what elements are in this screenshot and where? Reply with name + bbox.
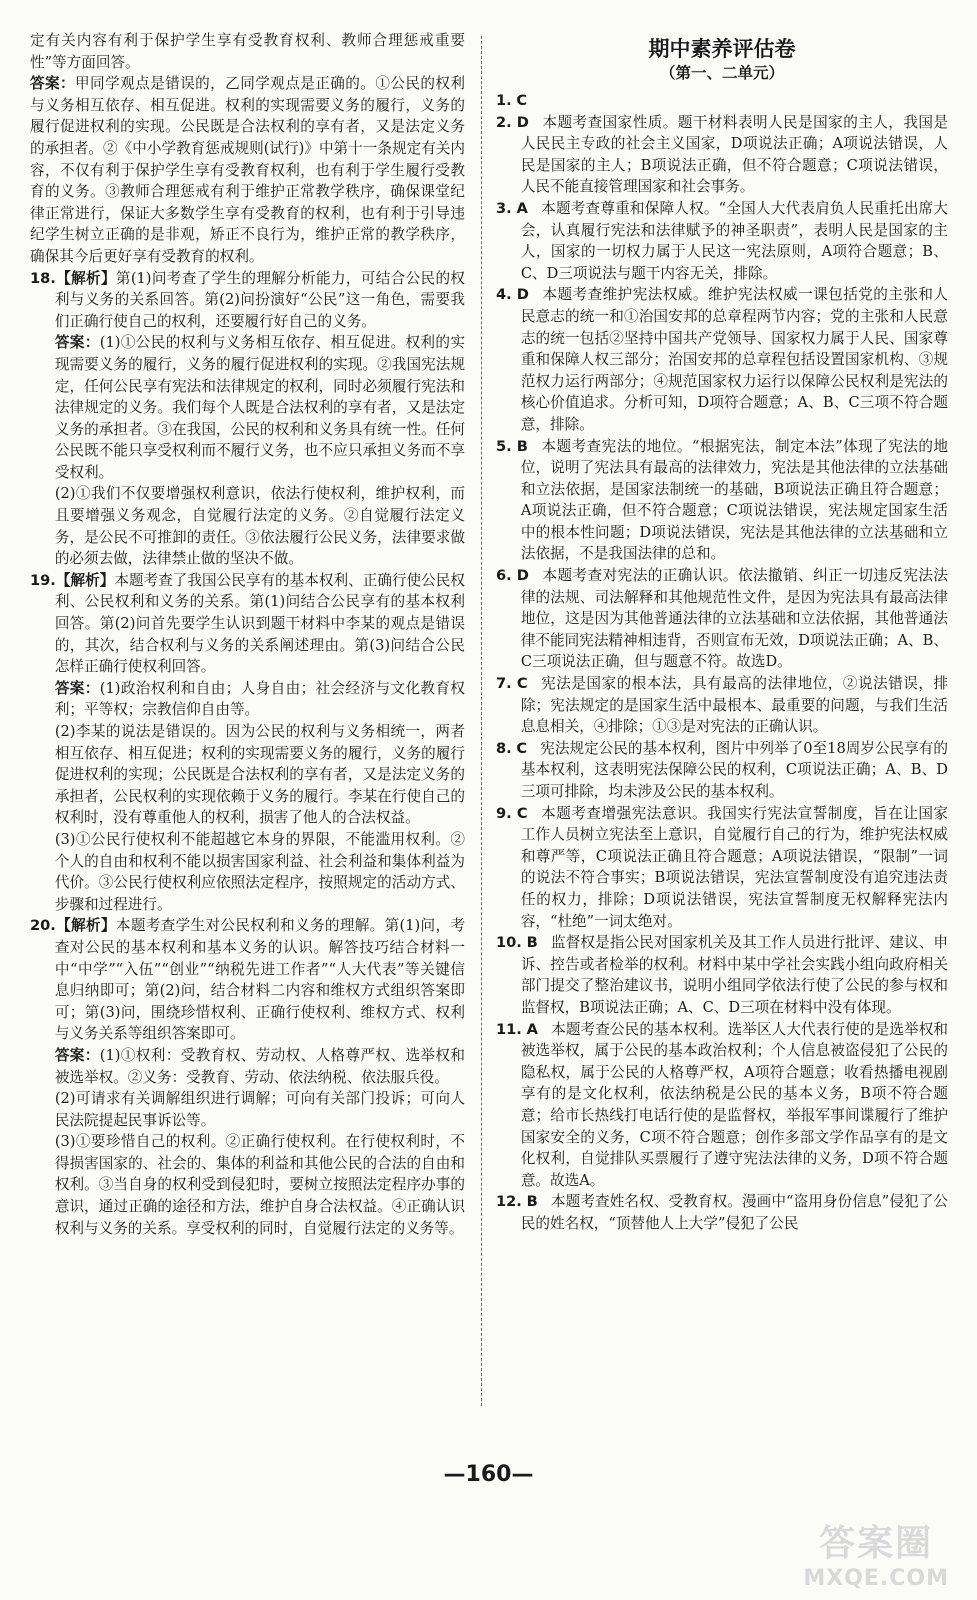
question-number: 7. (496, 675, 512, 693)
question-number: 10. (496, 934, 522, 952)
explanation-text: 本题考查姓名权、受教育权。漫画中“盗用身份信息”侵犯了公民的姓名权，“顶替他人上大学”侵犯了公民 (520, 1193, 948, 1232)
q17-answer: 答案：甲同学观点是错误的，乙同学观点是正确的。①公民的权利与义务相互依存、相互促进。权利的实现需要义务的履行，义务的履行促进权利的实现。公民既是合法权利的享有者，又是法定义务的承担者。②《中小学教育惩戒规则(试行)》中第十一条规定有关内容，不仅有利于保护学生享有受教育权利，也有利于学生履行受教育的义务。③教师合理惩戒有利于维护正常教学秩序，确保课堂纪律正常进行，保证大多数学生享有受教育的权利，也有利于引导违纪学生树立正确的是非观，矫正不良行为，维护正常的教学秩序，确保其今后更好享有受教育的权利。 (30, 75, 465, 265)
q19-answer-part3: (3)①公民行使权利不能超越它本身的界限，不能滥用权利。②个人的自由和权利不能以损害国家利益、社会利益和集体利益为代价。③公民行使权利应依照法定程序，按照规定的活动方式、步骤和过程进行。 (54, 830, 465, 913)
watermark (803, 1515, 949, 1591)
explanation-text: 宪法是国家的根本法，具有最高的法律地位，②说法错误，排除；宪法规定的是国家生活中最根本、最重要的问题，与我们生活息息相关，④排除；①③是对宪法的正确认识。 (520, 675, 948, 736)
answer-letter: C (516, 675, 528, 693)
answer-item (496, 284, 948, 435)
q20-analysis: 20.【解析】本题考查学生对公民权利和义务的理解。第(1)问，考查对公民的基本权利和基本义务的认识。解答技巧结合材料一中“中学”“入伍”“创业”“纳税先进工作者”“人大代表”等关键信息归纳即可；第(2)问，结合材料二内容和维权方式组织答案即可；第(3)问，围绕珍惜权利、正确行使权利、维权方式、权利与义务关系等组织答案即可。 (30, 917, 465, 1043)
explanation-text: 本题考查维护宪法权威。维护宪法权威一课包括党的主张和人民意志的统一和①治国安邦的总章程两节内容；党的主张和人民意志的统一包括②坚持中国共产党领导、国家权力属于人民、国家尊重和保障人权三部分；治国安邦的总章程包括设置国家机构、③规范权力运行两部分；④规范国家权力运行以保障公民权利是宪法的核心价值追求。分析可知，D项符合题意；A、B、C三项不符合题意，排除。 (520, 286, 948, 433)
answer-letter: D (516, 286, 529, 304)
question-number: 20. (30, 917, 56, 935)
exam-subtitle: （第一、二单元） (659, 64, 784, 82)
answer-item (496, 90, 948, 112)
question-number: 18. (30, 269, 56, 287)
exam-title: 期中素养评估卷 (648, 37, 796, 61)
q20-answer-part3: (3)①要珍惜自己的权利。②正确行使权利。在行使权利时，不得损害国家的、社会的、集体的利益和其他公民的合法的自由和权利。③当自身的权利受到侵犯时，要树立按照法定程序办事的意识，通过正确的途径和方法，维护自身合法权益。④正确认识权利与义务的关系。享受权利的同时，自觉履行法定的义务等。 (54, 1133, 465, 1237)
explanation-text: 监督权是指公民对国家机关及其工作人员进行批评、建议、申诉、控告或者检举的权利。材料中某中学社会实践小组向政府相关部门提交了整治建议书，说明小组同学依法行使了公民的参与权和监督权，B项说法正确；A、C、D三项在材料中没有体现。 (520, 934, 948, 1016)
answer-item (496, 1019, 948, 1192)
q19-analysis: 19.【解析】本题考查了我国公民享有的基本权利、正确行使公民权利、公民权利和义务的关系。第(1)问结合公民享有的基本权利回答。第(2)问首先要学生认识到题干材料中李某的观点是错误的，其次，结合权利与义务的关系阐述理由。第(3)问结合公民怎样正确行使权利回答。 (30, 571, 465, 676)
answer-item (496, 738, 948, 803)
question-number: 3. (496, 199, 512, 217)
explanation-text: 本题考查公民的基本权利。选举区人大代表行使的是选举权和被选举权，属于公民的基本政治权利；个人信息被盗侵犯了公民的隐私权，属于公民的人格尊严权，A项符合题意；收看热播电视剧享有的是文化权利，依法纳税是公民的基本义务，B项不符合题意；给市长热线打电话行使的是监督权，举报军事间谍履行了维护国家安全的义务，C项不符合题意；创作多部文学作品享有的是文化权利，自觉排队买票履行了遵守宪法法律的义务，D项不符合题意。故选A。 (520, 1020, 948, 1189)
answer-letter: C (516, 739, 528, 757)
answer-letter: C (516, 92, 528, 109)
right-column (496, 30, 948, 1234)
question-number: 12. (496, 1193, 522, 1211)
question-number: 1. (496, 92, 512, 109)
question-number: 9. (496, 804, 512, 822)
answer-letter: B (516, 437, 528, 455)
explanation-text: 本题考查尊重和保障人权。“全国人大代表肩负人民重托出席大会，认真履行宪法和法律赋予的神圣职责”，表明人民是国家的主人，国家的一切权力属于人民这一宪法原则，A项符合题意；B、C、D三项说法与题干内容无关，排除。 (520, 199, 948, 282)
left-column (30, 30, 465, 1239)
question-number: 4. (496, 286, 512, 304)
question-number: 8. (496, 739, 512, 757)
answer-label: 答案： (54, 679, 100, 697)
explanation-text: 本题考查增强宪法意识。我国实行宪法宣誓制度，旨在让国家工作人员树立宪法至上意识，自觉履行自己的行为，维护宪法权威和尊严等，C项说法正确且符合题意；A项说法错误，“限制”一词的说法不符合事实；B项说法错误，宪法宣誓制度没有追究违法责任的权力，排除；D项说法错误，宪法宣誓制度无权解释宪法内容，“杜绝”一词太绝对。 (520, 804, 948, 930)
answer-item (496, 673, 948, 738)
q18-answer-part2: (2)①我们不仅要增强权利意识，依法行使权利，维护权利，而且要增强义务观念，自觉履行法定的义务。②自觉履行法定义务，是公民不可推卸的责任。③依法履行公民义务，法律要求做的必须去做，法律禁止做的坚决不做。 (54, 485, 465, 568)
explanation-text: 宪法规定公民的基本权利，图片中列举了0至18周岁公民享有的基本权利，这表明宪法保障公民的权利，C项说法正确；A、B、D三项可排除，均未涉及公民的基本权利。 (520, 739, 949, 800)
answer-item (496, 436, 948, 566)
analysis-tag: 【解析】 (55, 269, 116, 287)
answer-item (496, 198, 948, 284)
explanation-text: 本题考查对宪法的正确认识。依法撤销、纠正一切违反宪法法律的法规、司法解释和其他规范性文件，是因为宪法具有最高法律地位，这是因为其他普通法律的立法基础和立法依据，其他普通法律不能同宪法精神相违背，否则宣布无效，D项说法正确；A、B、C三项说法正确，但与题意不符。故选D。 (520, 567, 948, 671)
answer-item (496, 565, 948, 673)
answer-item (496, 803, 948, 933)
answer-letter: D (516, 113, 529, 131)
q18-analysis: 18.【解析】第(1)问考查了学生的理解分析能力，可结合公民的权利与义务的关系回答。第(2)问扮演好“公民”这一角色，需要我们正确行使自己的权利，还要履行好自己的义务。 (30, 269, 465, 330)
explanation-text: 本题考查宪法的地位。“根据宪法，制定本法”体现了宪法的地位，说明了宪法具有最高的法律效力，宪法是其他法律的立法基础和立法依据，是国家法制统一的基础，B项说法正确且符合题意；A项说法正确，但不符合题意；C项说法错误，宪法规定国家生活中的根本性问题；D项说法错误，宪法是其他法律的立法基础和立法依据，不是我国法律的总和。 (520, 437, 948, 563)
answer-letter: D (516, 567, 529, 585)
analysis-tag: 【解析】 (55, 917, 116, 935)
page-number: —160— (443, 1462, 534, 1487)
answer-letter: C (516, 804, 528, 822)
answer-list (496, 90, 948, 1234)
question-number: 11. (496, 1020, 522, 1038)
q17-continuation: 定有关内容有利于保护学生享有受教育权利、教师合理惩戒重要性”等方面回答。 (30, 32, 465, 71)
answer-letter: B (526, 1193, 538, 1211)
question-number: 2. (496, 113, 512, 131)
q20-answer: 答案：(1)①权利：受教育权、劳动权、人格尊严权、选举权和被选举权。②义务：受教育、劳动、依法纳税、依法服兵役。 (54, 1046, 465, 1086)
answer-label: 答案： (54, 1046, 100, 1064)
analysis-tag: 【解析】 (55, 571, 115, 589)
question-number: 6. (496, 567, 512, 585)
answer-letter: A (526, 1020, 538, 1038)
explanation-text: 本题考查国家性质。题干材料表明人民是国家的主人，我国是人民民主专政的社会主义国家，D项说法正确；A项说法错误，人民是国家的主人；B项说法正确，但不符合题意；C项说法错误，人民不能直接管理国家和社会事务。 (520, 113, 948, 196)
question-number: 19. (30, 571, 56, 589)
q18-answer: 答案：(1)①公民的权利与义务相互依存、相互促进。权利的实现需要义务的履行，义务的履行促进权利的实现。②我国宪法规定，任何公民享有宪法和法律规定的权利，同时必须履行宪法和法律规定的义务。我们每个人既是合法权利的享有者，又是法定义务的承担者。③在我国，公民的权利和义务具有统一性。任何公民既不能只享受权利而不履行义务，也不应只承担义务而不享受权利。 (54, 334, 465, 481)
column-divider (481, 36, 482, 1406)
question-number: 5. (496, 437, 512, 455)
q20-answer-part2: (2)可请求有关调解组织进行调解；可向有关部门投诉；可向人民法院提起民事诉讼等。 (54, 1090, 465, 1129)
answer-letter: A (516, 199, 528, 217)
q19-answer: 答案：(1)政治权利和自由；人身自由；社会经济与文化教育权利；平等权；宗教信仰自由等。 (54, 679, 465, 719)
answer-label: 答案： (54, 334, 100, 352)
q19-answer-part2: (2)李某的说法是错误的。因为公民的权利与义务相统一，两者相互依存、相互促进；权利的实现需要义务的履行，义务的履行促进权利的实现；公民既是合法权利的享有者，又是法定义务的承担者，公民权利的实现依赖于义务的履行。李某在行使自己的权利时，没有尊重他人的权利，损害了他人的合法权益。 (54, 723, 465, 827)
answer-letter: B (526, 934, 538, 952)
answer-label: 答案： (30, 75, 76, 93)
watermark-logo: 答案圈 (819, 1523, 934, 1564)
answer-item (496, 1191, 948, 1234)
watermark-url: MXQE.COM (803, 1566, 949, 1591)
answer-item (496, 932, 948, 1018)
answer-item (496, 112, 948, 198)
